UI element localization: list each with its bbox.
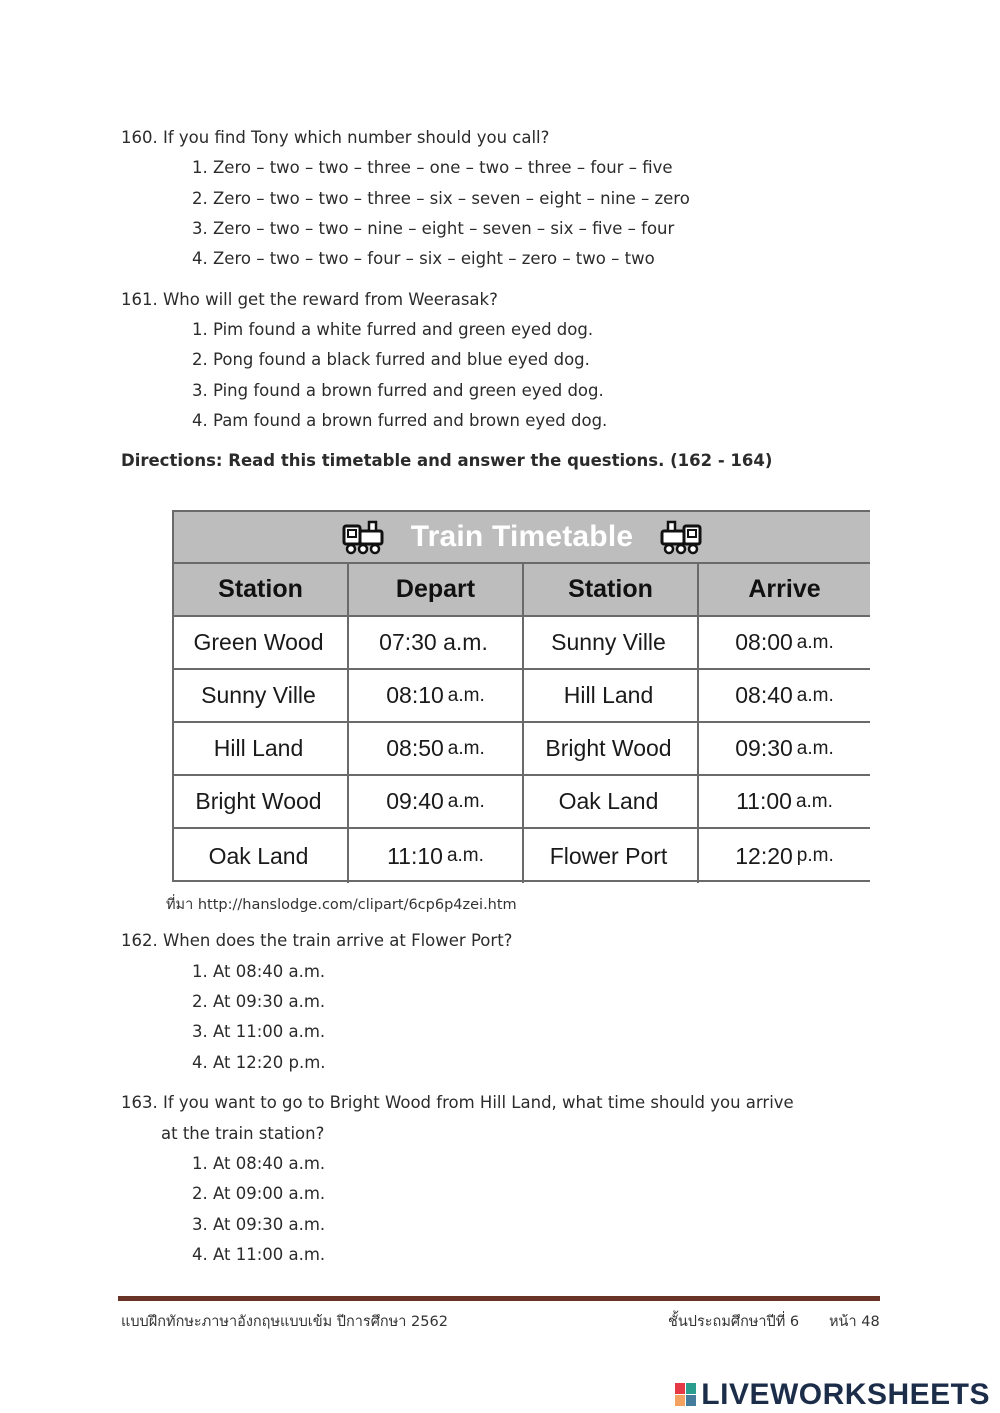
q161-option-2: 2. Pong found a black furred and blue eyed dog. xyxy=(192,350,590,369)
table-cell: 08:10 a.m. xyxy=(349,670,524,721)
question-162: 162. When does the train arrive at Flower Port? xyxy=(121,931,513,950)
q161-option-1: 1. Pim found a white furred and green eyed dog. xyxy=(192,320,594,339)
q162-option-2: 2. At 09:30 a.m. xyxy=(192,992,326,1011)
table-cell: 11:00 a.m. xyxy=(736,788,833,814)
train-icon xyxy=(657,517,703,557)
q162-option-3: 3. At 11:00 a.m. xyxy=(192,1022,326,1041)
train-icon xyxy=(341,517,387,557)
table-cell: Hill Land xyxy=(524,670,699,721)
table-row xyxy=(174,776,870,829)
q162-option-1: 1. At 08:40 a.m. xyxy=(192,962,326,981)
table-cell: 12:20 p.m. xyxy=(735,842,834,869)
timetable-title-bar xyxy=(174,512,870,564)
q161-option-3: 3. Ping found a brown furred and green eyed dog. xyxy=(192,381,604,400)
q163-option-3: 3. At 09:30 a.m. xyxy=(192,1215,326,1234)
timetable-header-row xyxy=(174,564,870,617)
table-cell: Sunny Ville xyxy=(174,670,349,721)
q160-option-3: 3. Zero – two – two – nine – eight – seven – six – five – four xyxy=(192,219,675,238)
table-cell: Bright Wood xyxy=(174,776,349,827)
question-163-continuation: at the train station? xyxy=(161,1124,325,1143)
q160-option-2: 2. Zero – two – two – three – six – seven – eight – nine – zero xyxy=(192,189,690,208)
table-cell: Green Wood xyxy=(174,617,349,668)
timetable-title: Train Timetable xyxy=(410,520,634,553)
q160-option-4: 4. Zero – two – two – four – six – eight – zero – two – two xyxy=(192,249,655,268)
q163-option-2: 2. At 09:00 a.m. xyxy=(192,1184,326,1203)
header-cell: Depart xyxy=(349,564,524,615)
q160-option-1: 1. Zero – two – two – three – one – two – three – four – five xyxy=(192,158,673,177)
table-row xyxy=(174,723,870,776)
table-cell: 07:30 a.m. xyxy=(349,617,524,668)
footer-rule xyxy=(118,1296,880,1301)
brand-name: LIVEWORKSHEETS xyxy=(701,1378,990,1411)
q163-option-1: 1. At 08:40 a.m. xyxy=(192,1154,326,1173)
table-cell: 08:00 a.m. xyxy=(735,629,834,655)
table-cell: 09:30 a.m. xyxy=(735,735,834,761)
question-160: 160. If you find Tony which number should you call? xyxy=(121,128,550,147)
table-cell: 08:40 a.m. xyxy=(735,682,834,708)
footer-grade: ชั้นประถมศึกษาปีที่ 6 xyxy=(668,1314,800,1330)
q161-option-4: 4. Pam found a brown furred and brown eyed dog. xyxy=(192,411,608,430)
liveworksheets-logo[interactable] xyxy=(675,1378,990,1412)
q163-option-4: 4. At 11:00 a.m. xyxy=(192,1245,326,1264)
table-row xyxy=(174,829,870,883)
header-cell: Station xyxy=(174,564,349,615)
table-cell: Flower Port xyxy=(524,829,699,883)
table-cell: 09:40 a.m. xyxy=(349,776,524,827)
table-cell: Hill Land xyxy=(174,723,349,774)
table-cell: Sunny Ville xyxy=(524,617,699,668)
table-cell: Bright Wood xyxy=(524,723,699,774)
footer-title: แบบฝึกทักษะภาษาอังกฤษแบบเข้ม ปีการศึกษา 2562 xyxy=(121,1314,448,1330)
liveworksheets-icon xyxy=(675,1383,697,1407)
table-cell: Oak Land xyxy=(524,776,699,827)
table-cell: 11:10 a.m. xyxy=(349,829,524,883)
question-161: 161. Who will get the reward from Weerasak? xyxy=(121,290,498,309)
footer-page-number: หน้า 48 xyxy=(829,1314,880,1330)
table-row xyxy=(174,617,870,670)
train-timetable xyxy=(172,510,870,882)
table-row xyxy=(174,670,870,723)
table-cell: 08:50 a.m. xyxy=(349,723,524,774)
header-cell: Station xyxy=(524,564,699,615)
q162-option-4: 4. At 12:20 p.m. xyxy=(192,1053,326,1072)
table-cell: Oak Land xyxy=(174,829,349,883)
question-163: 163. If you want to go to Bright Wood from Hill Land, what time should you arrive xyxy=(121,1093,794,1112)
source-citation: ที่มา http://hanslodge.com/clipart/6cp6p4zei.htm xyxy=(166,897,517,913)
directions: Directions: Read this timetable and answer the questions. (162 - 164) xyxy=(121,451,773,470)
header-cell: Arrive xyxy=(748,575,821,603)
